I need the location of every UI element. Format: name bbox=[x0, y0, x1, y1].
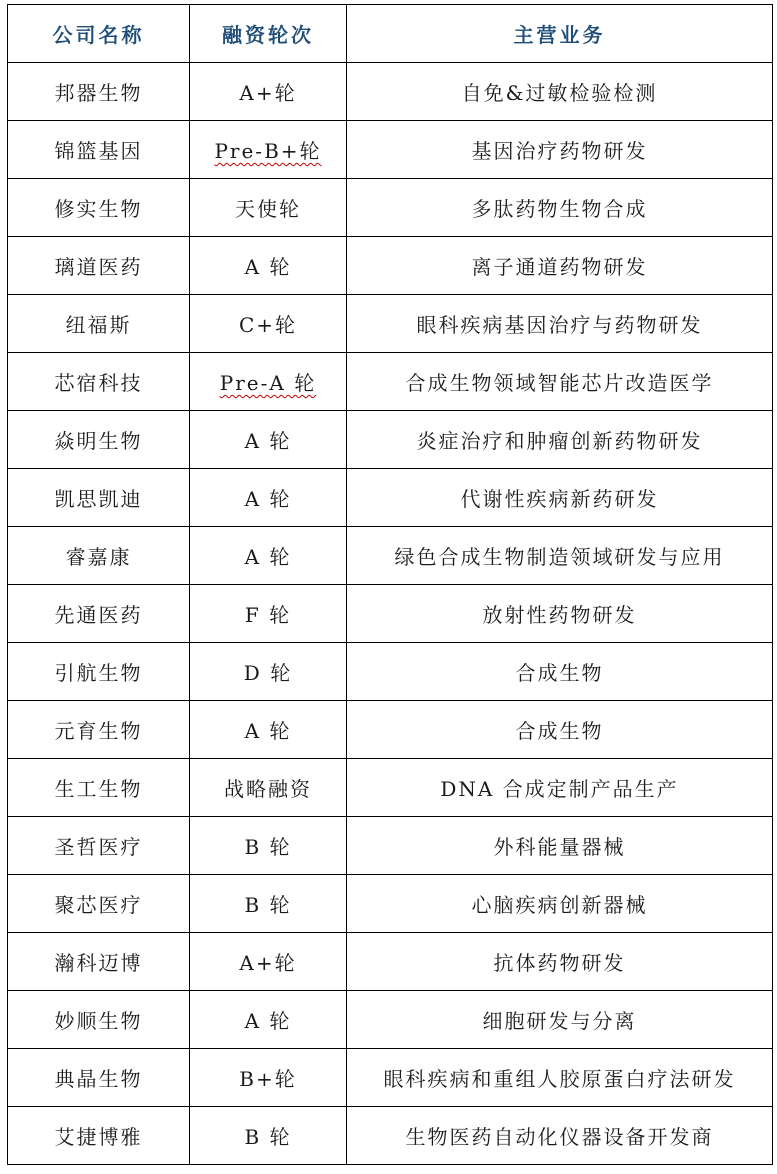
cell-company: 妙顺生物 bbox=[8, 991, 190, 1049]
cell-company: 瀚科迈博 bbox=[8, 933, 190, 991]
cell-company: 修实生物 bbox=[8, 179, 190, 237]
cell-company: 凯思凯迪 bbox=[8, 469, 190, 527]
cell-business: 外科能量器械 bbox=[347, 817, 773, 875]
round-text: Pre-A 轮 bbox=[219, 371, 317, 395]
funding-table bbox=[7, 4, 773, 1165]
cell-company: 芯宿科技 bbox=[8, 353, 190, 411]
cell-business: 代谢性疾病新药研发 bbox=[347, 469, 773, 527]
table-row bbox=[8, 179, 773, 237]
table-row bbox=[8, 817, 773, 875]
cell-company: 锦篮基因 bbox=[8, 121, 190, 179]
cell-business: 绿色合成生物制造领域研发与应用 bbox=[347, 527, 773, 585]
cell-business: 生物医药自动化仪器设备开发商 bbox=[347, 1107, 773, 1165]
round-text: Pre-B+轮 bbox=[214, 139, 322, 163]
cell-business: 合成生物领域智能芯片改造医学 bbox=[347, 353, 773, 411]
cell-round: 战略融资 bbox=[190, 759, 347, 817]
cell-round bbox=[190, 353, 347, 411]
cell-round: A+轮 bbox=[190, 63, 347, 121]
cell-company: 先通医药 bbox=[8, 585, 190, 643]
cell-round: A 轮 bbox=[190, 991, 347, 1049]
cell-round: F 轮 bbox=[190, 585, 347, 643]
cell-company: 艾捷博雅 bbox=[8, 1107, 190, 1165]
cell-round bbox=[190, 121, 347, 179]
table-row bbox=[8, 701, 773, 759]
cell-round: D 轮 bbox=[190, 643, 347, 701]
cell-round: A+轮 bbox=[190, 933, 347, 991]
cell-company: 圣哲医疗 bbox=[8, 817, 190, 875]
cell-business: 基因治疗药物研发 bbox=[347, 121, 773, 179]
cell-business: 自免&过敏检验检测 bbox=[347, 63, 773, 121]
table-row bbox=[8, 991, 773, 1049]
cell-business: 心脑疾病创新器械 bbox=[347, 875, 773, 933]
table-row bbox=[8, 1049, 773, 1107]
header-round: 融资轮次 bbox=[190, 5, 347, 63]
cell-company: 纽福斯 bbox=[8, 295, 190, 353]
cell-company: 睿嘉康 bbox=[8, 527, 190, 585]
cell-round: A 轮 bbox=[190, 701, 347, 759]
cell-business: 眼科疾病和重组人胶原蛋白疗法研发 bbox=[347, 1049, 773, 1107]
cell-round: A 轮 bbox=[190, 527, 347, 585]
table-row bbox=[8, 585, 773, 643]
cell-company: 焱明生物 bbox=[8, 411, 190, 469]
cell-business: 眼科疾病基因治疗与药物研发 bbox=[347, 295, 773, 353]
cell-company: 璃道医药 bbox=[8, 237, 190, 295]
cell-round: B 轮 bbox=[190, 817, 347, 875]
cell-business: DNA 合成定制产品生产 bbox=[347, 759, 773, 817]
cell-round: A 轮 bbox=[190, 411, 347, 469]
table-row bbox=[8, 411, 773, 469]
table-row bbox=[8, 469, 773, 527]
cell-business: 放射性药物研发 bbox=[347, 585, 773, 643]
table-row bbox=[8, 527, 773, 585]
cell-business: 合成生物 bbox=[347, 701, 773, 759]
cell-round: C+轮 bbox=[190, 295, 347, 353]
header-company: 公司名称 bbox=[8, 5, 190, 63]
cell-business: 离子通道药物研发 bbox=[347, 237, 773, 295]
table-row bbox=[8, 1107, 773, 1165]
cell-company: 典晶生物 bbox=[8, 1049, 190, 1107]
cell-company: 引航生物 bbox=[8, 643, 190, 701]
cell-round: A 轮 bbox=[190, 469, 347, 527]
table-row bbox=[8, 295, 773, 353]
cell-business: 炎症治疗和肿瘤创新药物研发 bbox=[347, 411, 773, 469]
table-row bbox=[8, 63, 773, 121]
header-business: 主营业务 bbox=[347, 5, 773, 63]
table-header-row bbox=[8, 5, 773, 63]
cell-company: 生工生物 bbox=[8, 759, 190, 817]
cell-round: B 轮 bbox=[190, 1107, 347, 1165]
cell-business: 细胞研发与分离 bbox=[347, 991, 773, 1049]
table-row bbox=[8, 353, 773, 411]
table-row bbox=[8, 933, 773, 991]
cell-business: 抗体药物研发 bbox=[347, 933, 773, 991]
cell-round: A 轮 bbox=[190, 237, 347, 295]
cell-round: B 轮 bbox=[190, 875, 347, 933]
cell-business: 多肽药物生物合成 bbox=[347, 179, 773, 237]
table-row bbox=[8, 121, 773, 179]
table-row bbox=[8, 759, 773, 817]
table-row bbox=[8, 237, 773, 295]
cell-company: 元育生物 bbox=[8, 701, 190, 759]
cell-round: B+轮 bbox=[190, 1049, 347, 1107]
cell-company: 邦器生物 bbox=[8, 63, 190, 121]
cell-business: 合成生物 bbox=[347, 643, 773, 701]
cell-round: 天使轮 bbox=[190, 179, 347, 237]
cell-company: 聚芯医疗 bbox=[8, 875, 190, 933]
table-row bbox=[8, 875, 773, 933]
table-row bbox=[8, 643, 773, 701]
